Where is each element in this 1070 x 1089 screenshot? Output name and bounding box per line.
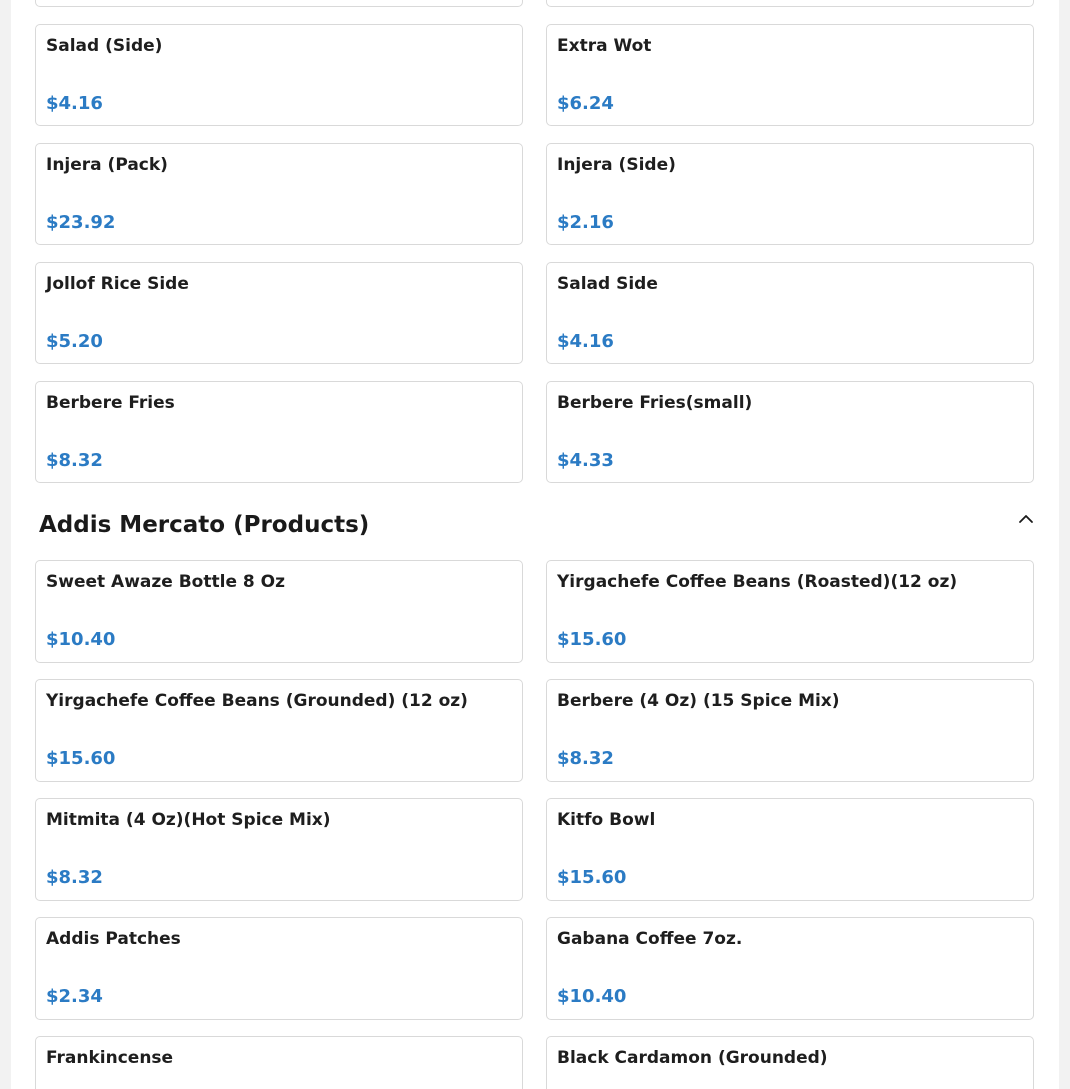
item-price: $5.20 — [46, 331, 103, 352]
item-price: $15.60 — [46, 748, 116, 769]
menu-item-card[interactable] — [35, 143, 523, 245]
item-name: Sweet Awaze Bottle 8 Oz — [46, 572, 285, 592]
menu-item-card[interactable] — [546, 381, 1034, 483]
menu-item-card[interactable] — [35, 560, 523, 663]
item-name: Kitfo Bowl — [557, 810, 656, 830]
item-price: $4.16 — [557, 331, 614, 352]
menu-item-card[interactable] — [35, 381, 523, 483]
menu-item-card[interactable] — [546, 917, 1034, 1020]
menu-item-card[interactable] — [35, 262, 523, 364]
item-price: $8.32 — [46, 450, 103, 471]
menu-item-card[interactable] — [35, 679, 523, 782]
menu-page — [11, 0, 1059, 1089]
item-name: Frankincense — [46, 1048, 174, 1068]
menu-item-card[interactable] — [546, 0, 1034, 7]
menu-item-card[interactable] — [35, 798, 523, 901]
menu-item-card[interactable] — [35, 1036, 523, 1089]
item-price: $10.40 — [46, 629, 116, 650]
menu-item-card[interactable] — [35, 0, 523, 7]
item-name: Berbere Fries(small) — [557, 393, 753, 413]
item-price: $6.24 — [557, 93, 614, 114]
item-name: Jollof Rice Side — [46, 274, 189, 294]
item-name: Salad Side — [557, 274, 658, 294]
section-title: Addis Mercato (Products) — [39, 512, 370, 538]
item-price: $4.16 — [46, 93, 103, 114]
item-price: $10.40 — [557, 986, 627, 1007]
products-item-grid — [35, 560, 1034, 1089]
item-price: $8.32 — [46, 867, 103, 888]
menu-item-card[interactable] — [546, 143, 1034, 245]
item-name: Salad (Side) — [46, 36, 163, 56]
item-name: Black Cardamon (Grounded) — [557, 1048, 828, 1068]
item-price: $15.60 — [557, 867, 627, 888]
menu-item-card[interactable] — [546, 24, 1034, 126]
item-price: $2.16 — [557, 212, 614, 233]
section-header-addis-mercato[interactable] — [39, 508, 1034, 544]
item-price: $4.33 — [557, 450, 614, 471]
item-price: $2.34 — [46, 986, 103, 1007]
item-name: Gabana Coffee 7oz. — [557, 929, 743, 949]
item-name: Addis Patches — [46, 929, 181, 949]
item-name: Injera (Side) — [557, 155, 676, 175]
chevron-up-icon[interactable] — [1018, 511, 1034, 527]
menu-item-card[interactable] — [546, 679, 1034, 782]
menu-item-card[interactable] — [546, 262, 1034, 364]
item-price: $8.32 — [557, 748, 614, 769]
sides-item-grid — [35, 0, 1034, 483]
item-name: Yirgachefe Coffee Beans (Roasted)(12 oz) — [557, 572, 958, 592]
item-name: Yirgachefe Coffee Beans (Grounded) (12 oz) — [46, 691, 468, 711]
item-price: $15.60 — [557, 629, 627, 650]
item-name: Extra Wot — [557, 36, 652, 56]
menu-item-card[interactable] — [35, 24, 523, 126]
item-name: Mitmita (4 Oz)(Hot Spice Mix) — [46, 810, 331, 830]
item-name: Berbere (4 Oz) (15 Spice Mix) — [557, 691, 840, 711]
item-name: Injera (Pack) — [46, 155, 168, 175]
menu-item-card[interactable] — [546, 798, 1034, 901]
menu-item-card[interactable] — [35, 917, 523, 1020]
menu-item-card[interactable] — [546, 1036, 1034, 1089]
item-name: Berbere Fries — [46, 393, 175, 413]
menu-item-card[interactable] — [546, 560, 1034, 663]
item-price: $23.92 — [46, 212, 116, 233]
